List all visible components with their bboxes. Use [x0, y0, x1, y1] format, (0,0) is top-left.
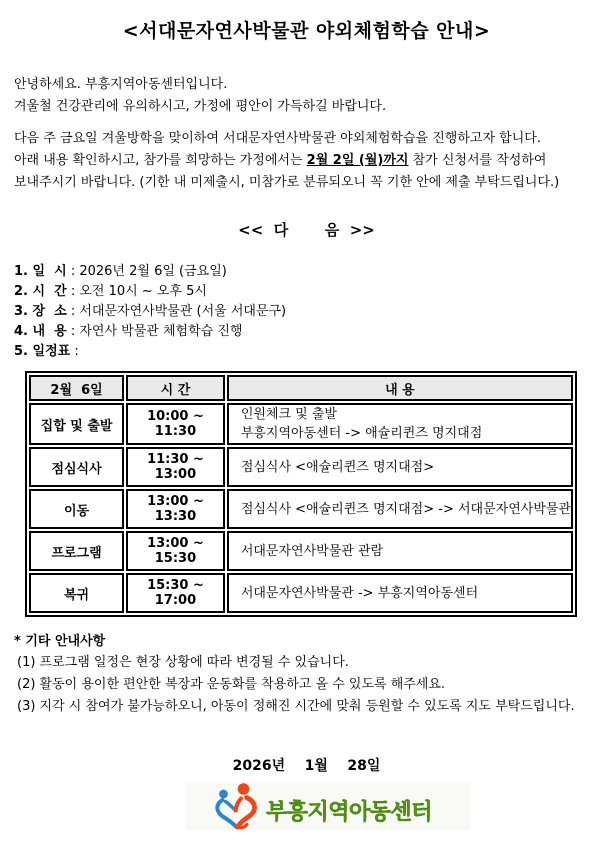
- time-cell: 13:00 ~ 13:30: [126, 489, 225, 529]
- intro-line-2-post: 참가 신청서를 작성하여: [408, 153, 547, 168]
- deadline-emphasis: 2월 2일 (월)까지: [306, 153, 409, 168]
- table-row: [29, 573, 573, 613]
- activity-cell: 점심식사: [29, 447, 124, 487]
- center-logo-image: [213, 782, 445, 830]
- detail-time-row: [14, 282, 286, 302]
- table-row: [29, 489, 573, 529]
- header-content: 내 용: [227, 375, 573, 401]
- intro-line-2: [14, 150, 603, 172]
- table-row: [29, 447, 573, 487]
- center-logo: [185, 782, 471, 830]
- note-item-1: (1) 프로그램 일정은 현장 상황에 따라 변경될 수 있습니다.: [17, 655, 349, 670]
- detail-content-label: 4. 내 용: [14, 324, 67, 339]
- intro-line-2-pre: 아래 내용 확인하시고, 참가를 희망하는 가정에서는: [14, 153, 307, 168]
- detail-place-row: [14, 302, 286, 322]
- activity-cell: 복귀: [29, 573, 124, 613]
- intro-paragraph: [14, 128, 603, 194]
- activity-cell: 프로그램: [29, 531, 124, 571]
- intro-line-3: 보내주시기 바랍니다. (기한 내 미제출시, 미참가로 분류되오니 꼭 기한 안에 제출 부탁드립니다.): [14, 175, 560, 190]
- content-cell: [227, 489, 573, 529]
- intro-line-1: 다음 주 금요일 겨울방학을 맞이하여 서대문자연사박물관 야외체험학습을 진행하고자 합니다.: [14, 131, 541, 146]
- detail-place-label: 3. 장 소: [14, 304, 67, 319]
- header-date: 2월 6일: [29, 375, 124, 401]
- page-title: <서대문자연사박물관 야외체험학습 안내>: [122, 20, 491, 42]
- detail-colon: :: [66, 284, 80, 299]
- center-logo-text: 부흥지역아동센터: [266, 800, 433, 825]
- greeting-line-2: 겨울철 건강관리에 유의하시고, 가정에 평안이 가득하길 바랍니다.: [14, 99, 387, 114]
- table-row: [29, 403, 573, 445]
- content-line: 서대문자연사박물관 관람: [240, 543, 384, 559]
- detail-date-label: 1. 일 시: [14, 264, 67, 279]
- table-row: [29, 531, 573, 571]
- content-cell: [227, 531, 573, 571]
- notes-title: * 기타 안내사항: [14, 634, 106, 649]
- detail-date-value: 2026년 2월 6일 (금요일): [79, 264, 227, 279]
- content-line: 부흥지역아동센터 -> 애슐리퀸즈 명지대점: [240, 426, 483, 441]
- content-line: 인원체크 및 출발: [240, 407, 337, 422]
- issue-date: 2026년 1월 28일: [232, 758, 381, 774]
- detail-colon: :: [70, 344, 83, 359]
- content-line: 서대문자연사박물관 -> 부흥지역아동센터: [240, 585, 479, 601]
- detail-schedule-row: [14, 342, 286, 362]
- content-line: 점심식사 <애슐리퀸즈 명지대점> -> 서대문자연사박물관: [240, 501, 571, 517]
- time-cell: 13:00 ~ 15:30: [126, 531, 225, 571]
- activity-cell: 집합 및 출발: [29, 403, 124, 445]
- detail-time-value: 오전 10시 ~ 오후 5시: [79, 284, 207, 299]
- time-cell: 10:00 ~ 11:30: [126, 403, 225, 445]
- detail-content-row: [14, 322, 286, 342]
- detail-schedule-label: 5. 일정표: [14, 344, 71, 359]
- greeting-paragraph: [14, 74, 603, 118]
- details-list: [14, 262, 286, 362]
- content-cell: [227, 573, 573, 613]
- heart-people-icon: [217, 783, 254, 827]
- detail-content-value: 자연사 박물관 체험학습 진행: [79, 324, 243, 339]
- detail-time-label: 2. 시 간: [14, 284, 67, 299]
- notes-section: [14, 631, 605, 718]
- table-header-row: [29, 375, 573, 401]
- detail-colon: :: [66, 304, 80, 319]
- note-item-3: (3) 지각 시 참여가 불가능하오니, 아동이 정해진 시간에 맞춰 등원할 수 있도록 지도 부탁드립니다.: [17, 699, 575, 714]
- header-time: 시 간: [126, 375, 225, 401]
- note-item-2: (2) 활동이 용이한 편안한 복장과 운동화를 착용하고 올 수 있도록 해주세요.: [17, 677, 446, 692]
- detail-colon: :: [66, 264, 80, 279]
- schedule-table: [25, 371, 577, 617]
- time-cell: 11:30 ~ 13:00: [126, 447, 225, 487]
- content-cell: [227, 403, 573, 445]
- content-cell: [227, 447, 573, 487]
- detail-colon: :: [66, 324, 80, 339]
- activity-cell: 이동: [29, 489, 124, 529]
- greeting-line-1: 안녕하세요. 부흥지역아동센터입니다.: [14, 77, 228, 92]
- time-cell: 15:30 ~ 17:00: [126, 573, 225, 613]
- section-divider: << 다 음 >>: [238, 221, 375, 239]
- detail-place-value: 서대문자연사박물관 (서울 서대문구): [79, 304, 287, 319]
- content-line: 점심식사 <애슐리퀸즈 명지대점>: [240, 459, 435, 475]
- detail-date-row: [14, 262, 286, 282]
